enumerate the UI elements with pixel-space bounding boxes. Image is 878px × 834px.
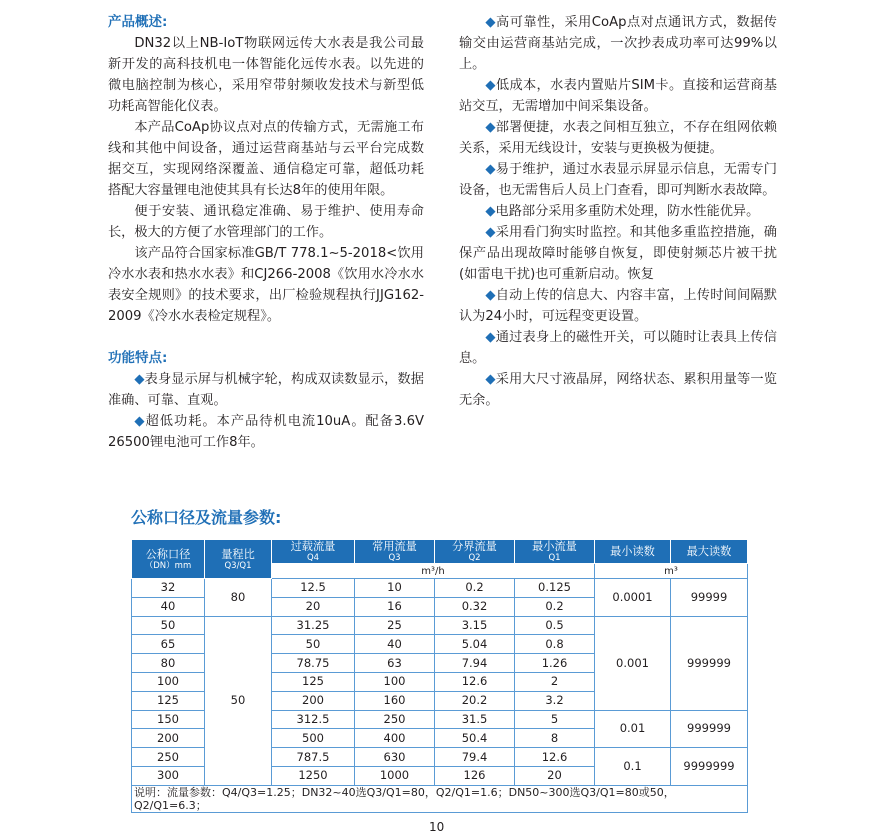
table-row: 125 200 160 20.2 3.2 (132, 691, 748, 710)
table-row: 32 80 12.5 10 0.2 0.125 0.0001 99999 (132, 579, 748, 598)
diamond-bullet-icon: ◆ (485, 225, 496, 240)
reading-unit: m³ (595, 564, 748, 579)
header-q1: 最小流量 Q1 (515, 540, 595, 564)
header-q3: 常用流量 Q3 (355, 540, 435, 564)
min-reading-cell: 0.001 (595, 616, 671, 710)
left-column (108, 12, 424, 453)
header-min-reading: 最小读数 (595, 540, 671, 564)
ratio-cell: 50 (205, 616, 272, 785)
diamond-bullet-icon: ◆ (485, 330, 496, 345)
min-reading-cell: 0.1 (595, 748, 671, 786)
diamond-bullet-icon: ◆ (485, 288, 496, 303)
max-reading-cell: 9999999 (671, 748, 748, 786)
overview-heading: 产品概述: (108, 14, 168, 30)
feature-item: ◆超低功耗。本产品待机电流10uA。配备3.6V 26500锂电池可工作8年。 (108, 414, 424, 450)
feature-item: ◆表身显示屏与机械字轮，构成双读数显示，数据准确、可靠、直观。 (108, 372, 424, 408)
header-max-reading: 最大读数 (671, 540, 748, 564)
table-header-row (132, 540, 748, 564)
ratio-cell: 80 (205, 579, 272, 617)
feature-item: ◆电路部分采用多重防术处理，防水性能优异。 (485, 204, 760, 219)
table-row: 300 1250 1000 126 20 (132, 766, 748, 785)
header-q2: 分界流量 Q2 (435, 540, 515, 564)
feature-item: ◆通过表身上的磁性开关，可以随时让表具上传信息。 (459, 330, 777, 366)
feature-item: ◆采用大尺寸液晶屏，网络状态、累积用量等一览无余。 (459, 372, 777, 408)
diamond-bullet-icon: ◆ (134, 372, 145, 387)
table-row: 100 125 100 12.6 2 (132, 672, 748, 691)
max-reading-cell: 99999 (671, 579, 748, 617)
overview-paragraph: 该产品符合国家标准GB/T 778.1~5-2018<饮用冷水水表和热水水表》和CJ266-2008《饮用水冷水水表安全规则》的技术要求，出厂检验规程执行JJG162-2009《冷水水表检定规程》。 (108, 246, 424, 324)
table-row: 40 20 16 0.32 0.2 (132, 597, 748, 616)
diamond-bullet-icon: ◆ (485, 372, 496, 387)
table-row: 150 312.5 250 31.5 5 0.01 999999 (132, 710, 748, 729)
overview-paragraph: 本产品CoAp协议点对点的传输方式，无需施工布线和其他中间设备，通过运营商基站与云平台完成数据交互，实现网络深覆盖、通信稳定可靠，超低功耗搭配大容量锂电池使其具有长达8年的使用年限。 (108, 120, 424, 198)
diamond-bullet-icon: ◆ (485, 15, 497, 30)
feature-item: ◆易于维护，通过水表显示屏显示信息，无需专门设备，也无需售后人员上门查看，即可判断水表故障。 (459, 162, 777, 198)
diamond-bullet-icon: ◆ (485, 162, 496, 177)
features-heading: 功能特点: (108, 350, 168, 366)
min-reading-cell: 0.0001 (595, 579, 671, 617)
flow-unit: m³/h (272, 564, 595, 579)
overview-paragraph: DN32以上NB-IoT物联网远传大水表是我公司最新开发的高科技机电一体智能化远传水表。以先进的微电脑控制为核心，采用窄带射频收发技术与新型低功耗高智能化仪表。 (108, 36, 424, 114)
max-reading-cell: 999999 (671, 710, 748, 748)
diamond-bullet-icon: ◆ (485, 120, 496, 135)
table-title: 公称口径及流量参数: (131, 508, 282, 527)
header-dn: 公称口径 （DN）mm (132, 540, 205, 579)
table-note-row (132, 785, 748, 812)
diamond-bullet-icon: ◆ (485, 204, 496, 219)
right-column (459, 12, 777, 411)
diamond-bullet-icon: ◆ (485, 78, 496, 93)
header-q4: 过载流量 Q4 (272, 540, 355, 564)
table-row: 65 50 40 5.04 0.8 (132, 635, 748, 654)
table-row: 50 50 31.25 25 3.15 0.5 0.001 999999 (132, 616, 748, 635)
feature-item: ◆采用看门狗实时监控。和其他多重监控措施，确保产品出现故障时能够自恢复，即使射频芯片被干扰(如雷电干扰)也可重新启动。恢复 (459, 225, 777, 282)
feature-item: ◆部署便捷，水表之间相互独立，不存在组网依赖关系，采用无线设计，安装与更换极为便捷。 (459, 120, 777, 156)
min-reading-cell: 0.01 (595, 710, 671, 748)
table-note: 说明：流量参数：Q4/Q3=1.25；DN32~40选Q3/Q1=80，Q2/Q1=1.6；DN50~300选Q3/Q1=80或50，Q2/Q1=6.3； (132, 785, 748, 812)
page-number: 10 (429, 820, 445, 834)
feature-item: ◆自动上传的信息大、内容丰富，上传时间间隔默认为24小时，可远程变更设置。 (459, 288, 777, 324)
diamond-bullet-icon: ◆ (134, 414, 146, 429)
header-ratio: 量程比 Q3/Q1 (205, 540, 272, 579)
flow-parameter-table (131, 539, 748, 813)
overview-paragraph: 便于安装、通讯稳定准确、易于维护、使用寿命长，极大的方便了水管理部门的工作。 (108, 204, 424, 240)
feature-item: ◆低成本，水表内置贴片SIM卡。直接和运营商基站交互，无需增加中间采集设备。 (459, 78, 777, 114)
table-row: 80 78.75 63 7.94 1.26 (132, 654, 748, 673)
table-row: 200 500 400 50.4 8 (132, 729, 748, 748)
max-reading-cell: 999999 (671, 616, 748, 710)
table-row: 250 787.5 630 79.4 12.6 0.1 9999999 (132, 748, 748, 767)
feature-item: ◆高可靠性，采用CoAp点对点通讯方式，数据传输交由运营商基站完成，一次抄表成功率可达99%以上。 (459, 15, 777, 72)
